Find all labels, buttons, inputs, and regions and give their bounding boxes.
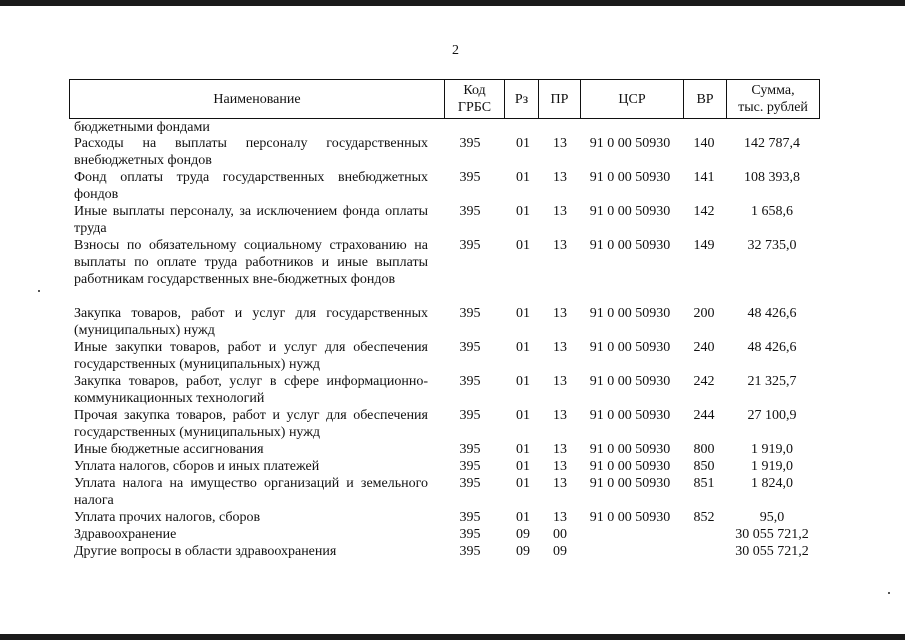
row-vr: 800 [693, 442, 715, 457]
row-rz: 01 [516, 374, 530, 389]
row-pr: 13 [553, 476, 567, 491]
row-sum: 95,0 [759, 510, 785, 525]
row-vr: 242 [693, 374, 715, 389]
row-name: Другие вопросы в области здравоохранения [74, 544, 337, 559]
row-grbs: 395 [459, 476, 481, 491]
row-pr: 13 [553, 459, 567, 474]
row-name: Уплата прочих налогов, сборов [74, 510, 261, 525]
row-pr: 13 [553, 442, 567, 457]
row-sum: 1 824,0 [751, 476, 793, 491]
header-rz [505, 80, 539, 118]
row-rz: 01 [516, 136, 530, 151]
row-sum: 1 919,0 [751, 442, 793, 457]
row-name: Здравоохранение [74, 527, 177, 542]
header-rz-label: Рз [514, 91, 529, 107]
row-pr: 13 [553, 170, 567, 185]
row-grbs: 395 [459, 408, 481, 423]
header-sum-line2: тыс. рублей [738, 100, 808, 115]
row-name: Закупка товаров, работ, услуг в сфере информационно-коммуникационных технологий [74, 374, 428, 406]
page-number: 2 [452, 43, 459, 58]
header-grbs-line1: Код [463, 83, 486, 98]
row-rz: 01 [516, 408, 530, 423]
row-name: Иные выплаты персоналу, за исключением фонда оплаты труда [74, 204, 428, 236]
row-pr: 09 [553, 544, 567, 559]
row-rz: 01 [516, 459, 530, 474]
header-name-label: Наименование [213, 91, 301, 107]
row-csr: 91 0 00 50930 [589, 170, 671, 185]
row-grbs: 395 [459, 442, 481, 457]
row-grbs: 395 [459, 238, 481, 253]
row-rz: 01 [516, 204, 530, 219]
row-vr: 850 [693, 459, 715, 474]
table-header [69, 79, 820, 119]
row-vr: 851 [693, 476, 715, 491]
row-csr: 91 0 00 50930 [589, 476, 671, 491]
row-pr: 13 [553, 136, 567, 151]
row-name: Прочая закупка товаров, работ и услуг для обеспечения государственных (муниципальных) нужд [74, 408, 428, 440]
row-grbs: 395 [459, 204, 481, 219]
header-csr [581, 80, 684, 118]
row-vr: 200 [693, 306, 715, 321]
row-name: Фонд оплаты труда государственных внебюджетных фондов [74, 170, 428, 202]
row-rz: 01 [516, 510, 530, 525]
row-sum: 1 658,6 [751, 204, 793, 219]
row-grbs: 395 [459, 170, 481, 185]
header-pr [539, 80, 581, 118]
row-rz: 09 [516, 527, 530, 542]
header-pr-label: ПР [550, 91, 569, 107]
row-sum: 27 100,9 [747, 408, 797, 423]
header-csr-label: ЦСР [618, 91, 646, 107]
row-csr: 91 0 00 50930 [589, 408, 671, 423]
row-csr: 91 0 00 50930 [589, 340, 671, 355]
header-name [70, 80, 445, 118]
row-grbs: 395 [459, 510, 481, 525]
row-pr: 13 [553, 306, 567, 321]
row-grbs: 395 [459, 136, 481, 151]
row-vr: 142 [693, 204, 715, 219]
row-name: Иные бюджетные ассигнования [74, 442, 264, 457]
row-name: Взносы по обязательному социальному страхованию на выплаты по оплате труда работников и иные выплаты работникам государственных вне-бюджетных фондов [74, 238, 428, 287]
row-pr: 13 [553, 340, 567, 355]
row-name: Закупка товаров, работ и услуг для государственных (муниципальных) нужд [74, 306, 428, 338]
row-name: Уплата налога на имущество организаций и земельного налога [74, 476, 428, 508]
header-sum-line1: Сумма, [751, 83, 795, 98]
row-pr: 13 [553, 204, 567, 219]
row-csr: 91 0 00 50930 [589, 374, 671, 389]
row-sum: 142 787,4 [744, 136, 800, 151]
row-sum: 1 919,0 [751, 459, 793, 474]
row-vr: 141 [693, 170, 715, 185]
row-csr: 91 0 00 50930 [589, 459, 671, 474]
row-vr: 140 [693, 136, 715, 151]
top-border [0, 0, 905, 6]
row-sum: 48 426,6 [747, 340, 797, 355]
row-grbs: 395 [459, 459, 481, 474]
header-grbs-line2: ГРБС [457, 100, 492, 115]
bottom-border [0, 634, 905, 640]
header-vr [684, 80, 727, 118]
row-vr: 852 [693, 510, 715, 525]
row-sum: 32 735,0 [747, 238, 797, 253]
row-csr: 91 0 00 50930 [589, 204, 671, 219]
row-vr: 244 [693, 408, 715, 423]
row-vr: 149 [693, 238, 715, 253]
row-sum: 48 426,6 [747, 306, 797, 321]
row-rz: 01 [516, 170, 530, 185]
row-sum: 30 055 721,2 [735, 527, 809, 542]
scan-speck [38, 290, 40, 292]
row-grbs: 395 [459, 544, 481, 559]
row-rz: 01 [516, 306, 530, 321]
row-vr: 240 [693, 340, 715, 355]
row-pr: 13 [553, 374, 567, 389]
row-name: бюджетными фондами [74, 120, 210, 135]
row-grbs: 395 [459, 306, 481, 321]
row-rz: 01 [516, 476, 530, 491]
row-sum: 30 055 721,2 [735, 544, 809, 559]
row-pr: 13 [553, 510, 567, 525]
scan-speck [888, 592, 890, 594]
row-grbs: 395 [459, 527, 481, 542]
row-pr: 00 [553, 527, 567, 542]
row-name: Иные закупки товаров, работ и услуг для обеспечения государственных (муниципальных) нужд [74, 340, 428, 372]
row-csr: 91 0 00 50930 [589, 136, 671, 151]
header-grbs [445, 80, 505, 118]
row-rz: 01 [516, 442, 530, 457]
row-grbs: 395 [459, 340, 481, 355]
row-sum: 21 325,7 [747, 374, 797, 389]
row-csr: 91 0 00 50930 [589, 238, 671, 253]
row-rz: 01 [516, 340, 530, 355]
row-name: Расходы на выплаты персоналу государственных внебюджетных фондов [74, 136, 428, 168]
row-rz: 09 [516, 544, 530, 559]
row-sum: 108 393,8 [744, 170, 800, 185]
row-csr: 91 0 00 50930 [589, 306, 671, 321]
row-pr: 13 [553, 238, 567, 253]
row-csr: 91 0 00 50930 [589, 510, 671, 525]
row-pr: 13 [553, 408, 567, 423]
row-grbs: 395 [459, 374, 481, 389]
header-vr-label: ВР [696, 91, 714, 107]
row-name: Уплата налогов, сборов и иных платежей [74, 459, 320, 474]
row-rz: 01 [516, 238, 530, 253]
header-sum [727, 80, 819, 118]
row-csr: 91 0 00 50930 [589, 442, 671, 457]
